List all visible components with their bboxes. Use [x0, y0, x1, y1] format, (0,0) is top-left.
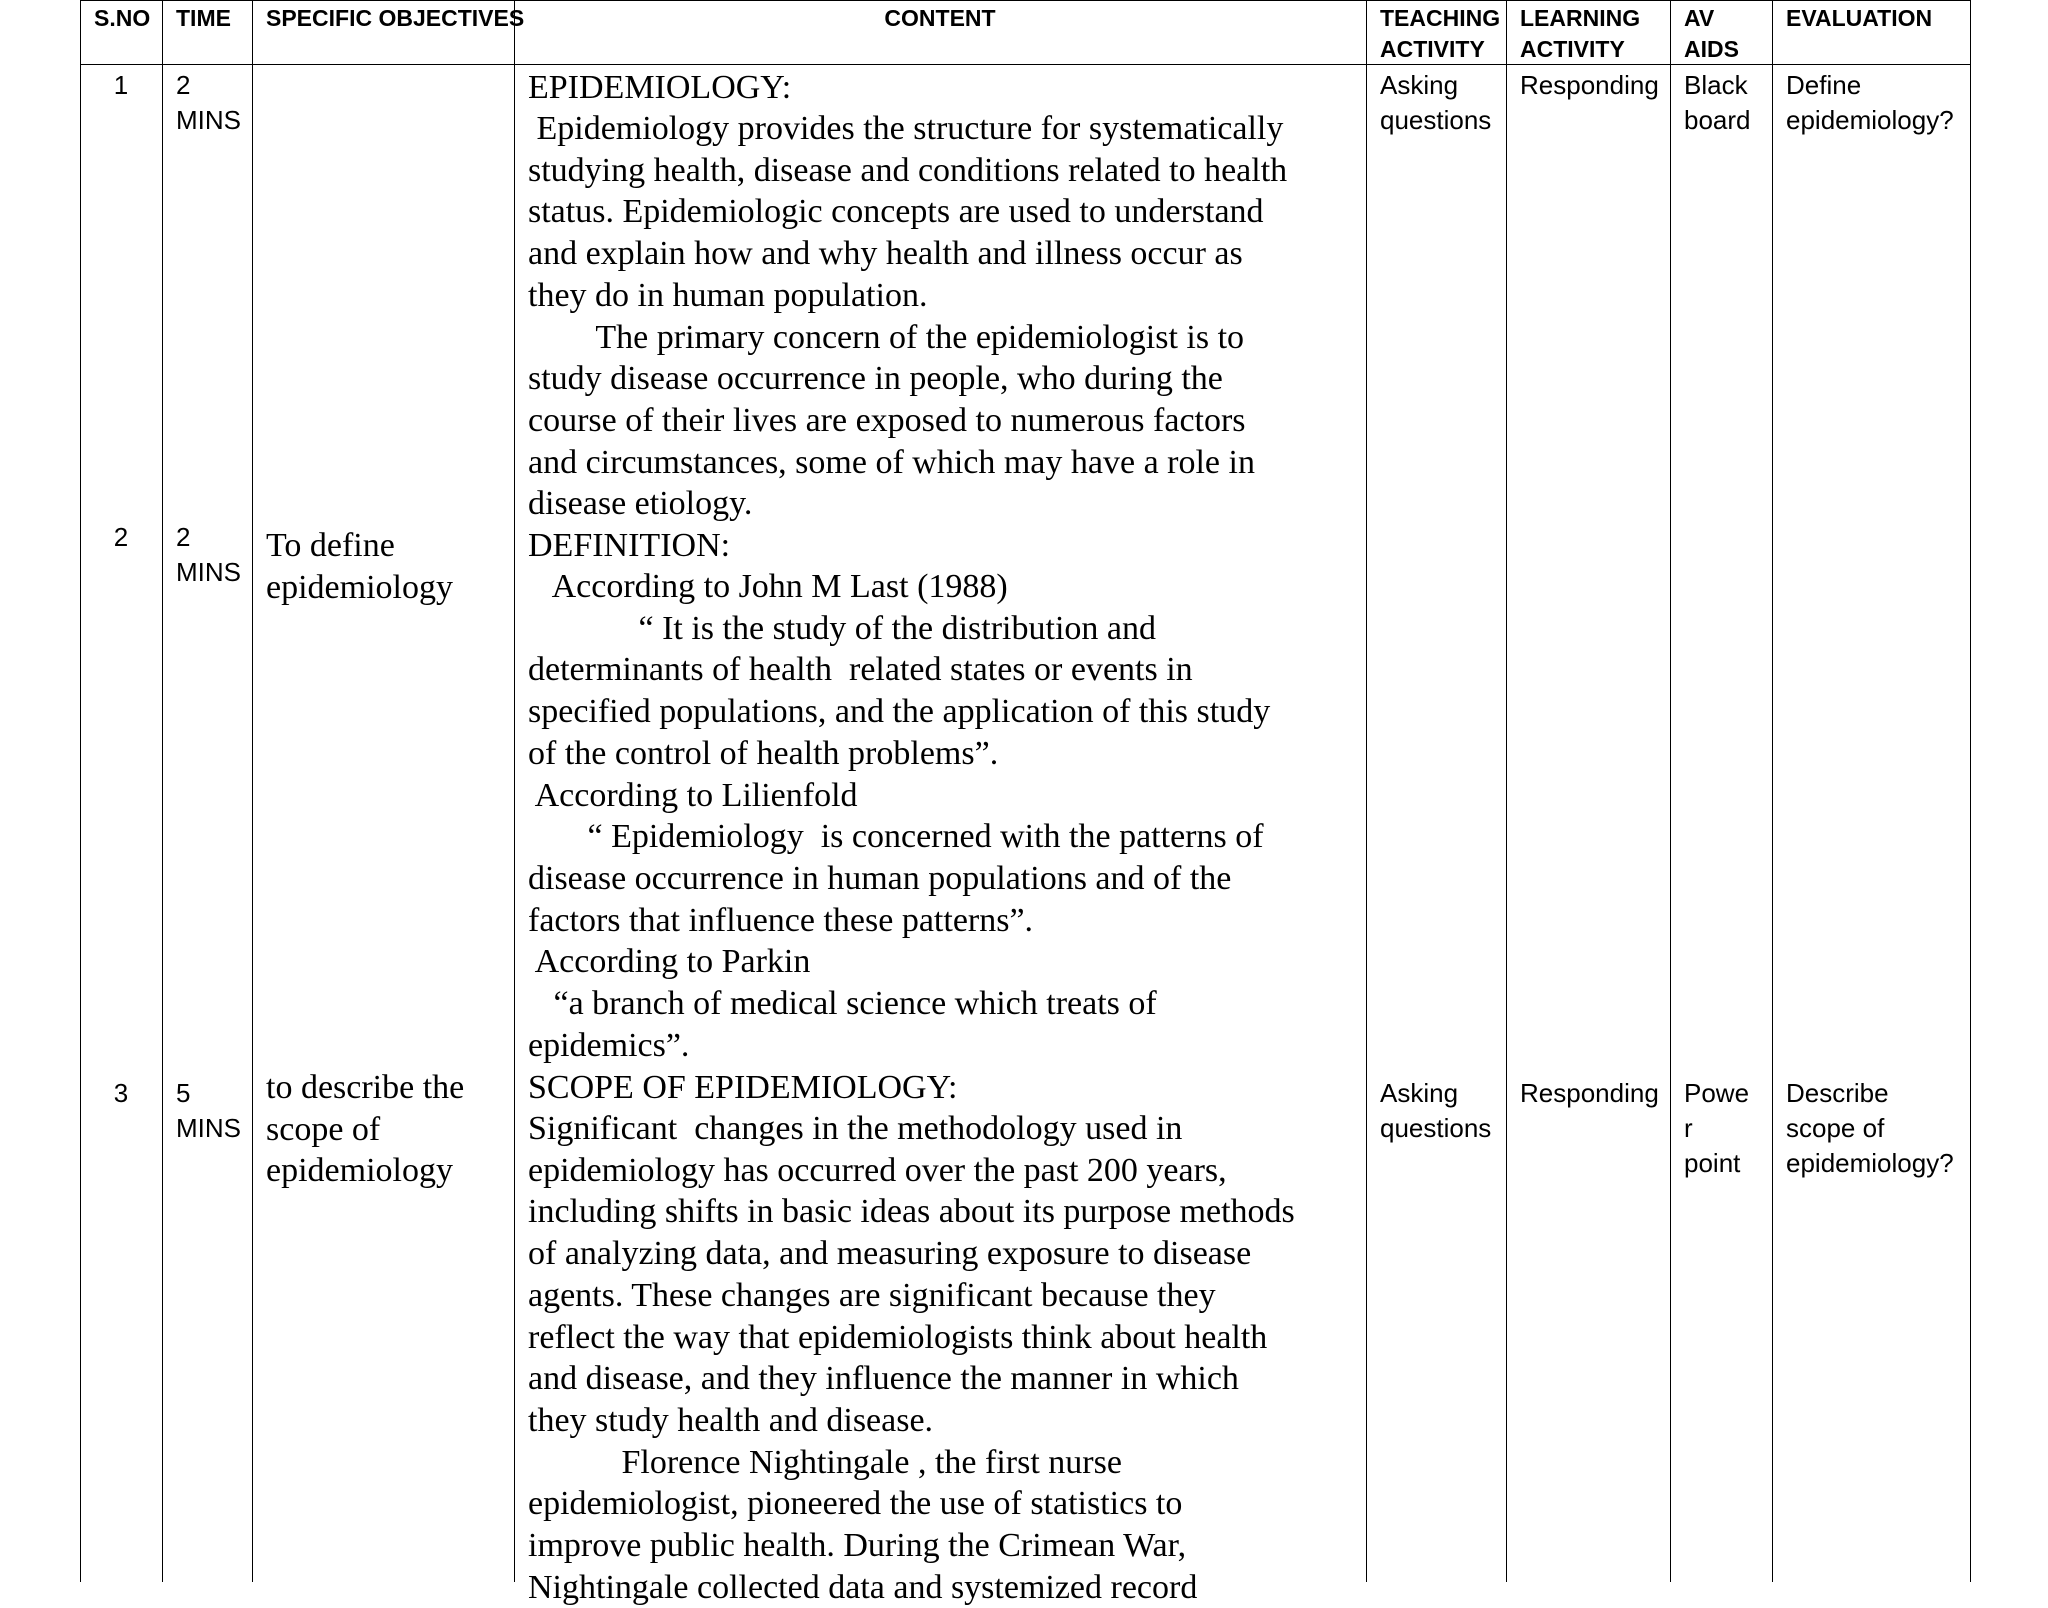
heading-epidemiology: EPIDEMIOLOGY:: [528, 69, 792, 106]
header-teaching-activity: TEACHING ACTIVITY: [1380, 5, 1501, 62]
row3-teaching-activity: Asking questions: [1380, 1078, 1492, 1143]
row1-time: 2 MINS: [176, 70, 241, 135]
row1-teaching-activity: Asking questions: [1380, 70, 1492, 135]
header-sno: S.NO: [94, 5, 151, 31]
column-divider: [252, 0, 253, 1582]
row1-learning-activity: Responding: [1520, 70, 1659, 100]
header-content: CONTENT: [884, 5, 996, 31]
heading-definition: DEFINITION:: [528, 527, 731, 564]
header-av-aids: AV AIDS: [1684, 5, 1739, 62]
row1-sno: 1: [113, 70, 129, 100]
row2-sno: 2: [113, 522, 129, 552]
row3-av-aids: Powe r point: [1684, 1078, 1750, 1178]
row3-learning-activity: Responding: [1520, 1078, 1659, 1108]
column-divider: [1506, 0, 1507, 1582]
row2-objective: To define epidemiology: [266, 527, 453, 606]
column-divider: [162, 0, 163, 1582]
table-top-border: [80, 0, 1970, 1]
column-divider: [514, 0, 515, 1582]
row3-sno: 3: [113, 1078, 129, 1108]
column-divider: [80, 0, 81, 1582]
row1-evaluation: Define epidemiology?: [1786, 70, 1954, 135]
column-divider: [1670, 0, 1671, 1582]
row3-time: 5 MINS: [176, 1078, 241, 1143]
row3-objective: to describe the scope of epidemiology: [266, 1069, 465, 1190]
row1-av-aids: Black board: [1684, 70, 1751, 135]
row2-time: 2 MINS: [176, 522, 241, 587]
paragraph-intro: Epidemiology provides the structure for systematically studying health, disease and conditions related to health status. Epidemiologic concepts are used to understand and explain how and why health and illness occur as they do in human population. The primary concern of the epidemiologist is to study disease occurrence in people, who during the course of their lives are exposed to numerous factors and circumstances, some of which may have a role in disease etiology.: [528, 110, 1288, 523]
header-time: TIME: [176, 5, 231, 31]
column-divider: [1970, 0, 1971, 1582]
row3-evaluation: Describe scope of epidemiology?: [1786, 1078, 1954, 1178]
heading-scope: SCOPE OF EPIDEMIOLOGY:: [528, 1069, 958, 1106]
paragraph-scope: Significant changes in the methodology used in epidemiology has occurred over the past 200 years, including shifts in basic ideas about its purpose methods of analyzing data, and measuring exposure to disease agents. These changes are significant because they reflect the way that epidemiologists think about health and disease, and they influence the manner in which they study health and disease. Florence Nightingale , the first nurse epidemiologist, pioneered the use of statistics to improve public health. During the Crimean War, Nightingale collected data and systemized record: [528, 1110, 1295, 1606]
paragraph-definition: According to John M Last (1988) “ It is the study of the distribution and determinants of health related states or events in specified populations, and the application of this study of the control of health problems”. According to Lilienfold “ Epidemiology is concerned with the patterns of disease occurrence in human populations and of the factors that influence these patterns”. According to Parkin “a branch of medical science which treats of epidemics”.: [528, 568, 1271, 1064]
header-objectives: SPECIFIC OBJECTIVES: [266, 5, 525, 31]
column-divider: [1772, 0, 1773, 1582]
header-learning-activity: LEARNING ACTIVITY: [1520, 5, 1641, 62]
header-evaluation: EVALUATION: [1786, 5, 1933, 31]
